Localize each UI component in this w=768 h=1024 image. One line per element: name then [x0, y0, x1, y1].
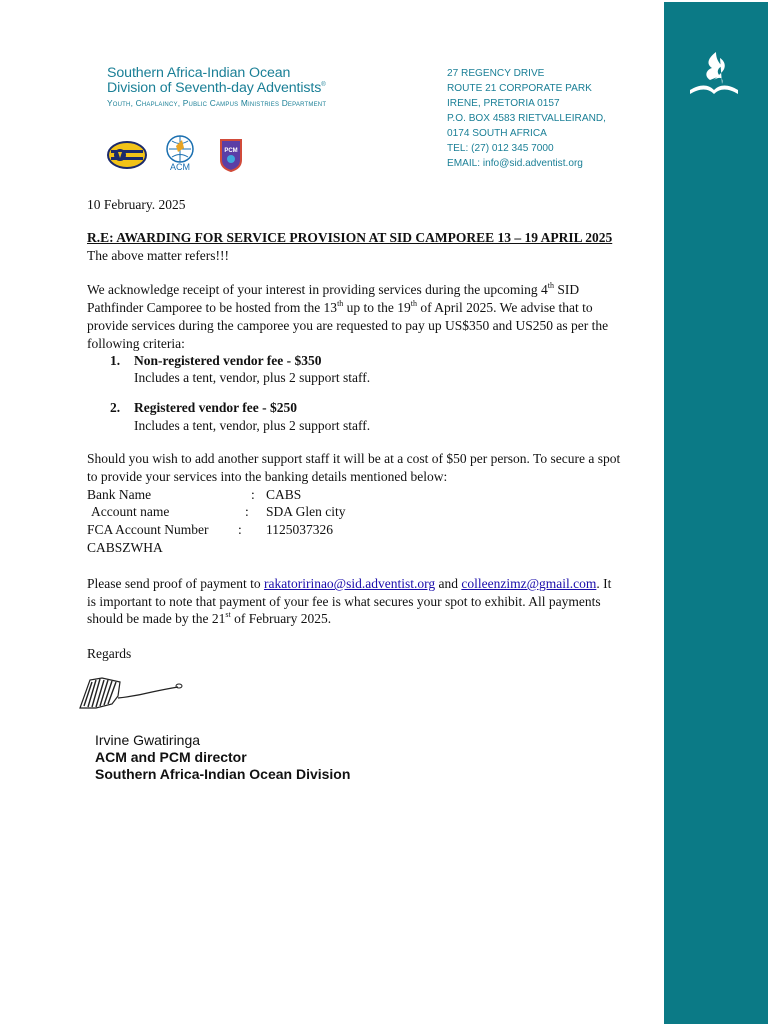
fca-account-value: 1125037326	[266, 522, 333, 537]
criteria-item-number: 1.	[110, 353, 121, 368]
para1-line1: We acknowledge receipt of your interest in providing services during the upcoming 4th SID	[87, 281, 580, 297]
org-name-line1: Southern Africa-Indian Ocean	[107, 65, 291, 81]
address-line: 0174 SOUTH AFRICA	[447, 128, 547, 139]
bank-separator: :	[245, 504, 249, 519]
youth-ministry-logo-icon	[107, 137, 147, 173]
para3-line1: Please send proof of payment to rakatoririnao@sid.adventist.org and colleenzimz@gmail.com. It	[87, 576, 612, 591]
criteria-item-desc: Includes a tent, vendor, plus 2 support staff.	[134, 370, 371, 385]
intro-line: The above matter refers!!!	[87, 248, 230, 263]
closing-regards: Regards	[87, 646, 132, 661]
address-line: EMAIL: info@sid.adventist.org	[447, 158, 583, 169]
signer-division: Southern Africa-Indian Ocean Division	[95, 766, 351, 782]
acm-logo-icon	[162, 134, 198, 172]
email-link-colleenzimz[interactable]: colleenzimz@gmail.com	[461, 576, 597, 591]
address-line: 27 REGENCY DRIVE	[447, 68, 545, 79]
address-line: IRENE, PRETORIA 0157	[447, 98, 560, 109]
org-name-line2: Division of Seventh-day Adventists®	[107, 80, 326, 96]
signer-title: ACM and PCM director	[95, 749, 247, 765]
address-line: ROUTE 21 CORPORATE PARK	[447, 83, 592, 94]
bank-name-value: CABS	[266, 487, 302, 502]
org-department: Youth, Chaplaincy, Public Campus Ministries Department	[107, 98, 327, 108]
criteria-item-title: Non-registered vendor fee - $350	[134, 353, 322, 368]
handwritten-signature	[76, 674, 186, 714]
acm-logo-text: ACM	[170, 162, 190, 172]
address-line: TEL: (27) 012 345 7000	[447, 143, 554, 154]
bank-separator: :	[251, 487, 255, 502]
para3-line2: is important to note that payment of your fee is what secures your spot to exhibit. All payments	[87, 594, 601, 609]
account-name-value: SDA Glen city	[266, 504, 346, 519]
pcm-logo-text: PCM	[224, 148, 238, 154]
criteria-item-desc: Includes a tent, vendor, plus 2 support staff.	[134, 418, 371, 433]
para1-line4: following criteria:	[87, 336, 185, 351]
adventist-flame-logo-icon	[686, 50, 742, 98]
criteria-item-number: 2.	[110, 400, 121, 415]
letter-date: 10 February. 2025	[87, 197, 186, 212]
para1-line3: provide services during the camporee you are requested to pay up US$350 and US250 as per the	[87, 318, 609, 333]
email-link-rakatoririnao[interactable]: rakatoririnao@sid.adventist.org	[263, 576, 436, 591]
bank-separator: :	[238, 522, 242, 537]
registered-mark: ®	[321, 82, 326, 88]
para2-line1: Should you wish to add another support staff it will be at a cost of $50 per person. To secure a spot	[87, 451, 621, 466]
signer-name: Irvine Gwatiringa	[95, 732, 201, 748]
para2-line2: to provide your services into the banking details mentioned below:	[87, 469, 448, 484]
fca-account-label: FCA Account Number	[87, 522, 209, 537]
account-name-label: Account name	[91, 504, 170, 519]
sidebar-band	[664, 2, 768, 1024]
criteria-item-title: Registered vendor fee - $250	[134, 400, 297, 415]
bank-name-label: Bank Name	[87, 487, 152, 502]
swift-code: CABSZWHA	[87, 540, 163, 555]
letter-subject: R.E: AWARDING FOR SERVICE PROVISION AT SID CAMPOREE 13 – 19 APRIL 2025	[87, 230, 613, 245]
para1-line2: Pathfinder Camporee to be hosted from the 13th up to the 19th of April 2025. We advise that to	[87, 299, 593, 315]
organization-header	[107, 66, 326, 108]
address-line: P.O. BOX 4583 RIETVALLEIRAND,	[447, 113, 606, 124]
para3-line3: should be made by the 21st of February 2025.	[87, 610, 332, 626]
address-block	[447, 66, 606, 171]
pcm-logo-icon	[218, 138, 244, 172]
